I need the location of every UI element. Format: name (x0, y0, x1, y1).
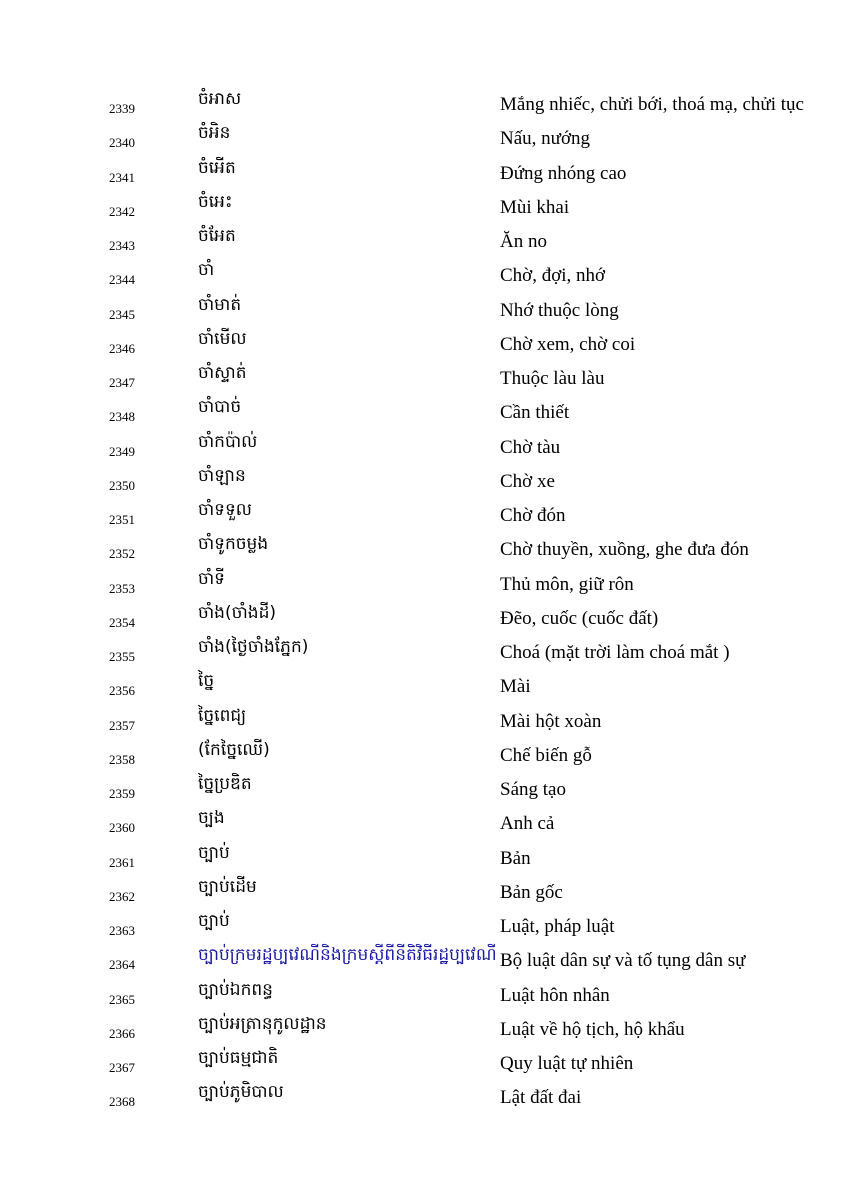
khmer-term: ច្បាប់ឯកពន្ធ (198, 979, 273, 1000)
entry-number: 2358 (109, 751, 135, 767)
vietnamese-translation: Lật đất đai (500, 1087, 582, 1109)
vietnamese-translation: Mài hột xoàn (500, 710, 602, 732)
entry-row (0, 1012, 848, 1046)
entry-row (0, 156, 848, 190)
khmer-term: ចាំមើល (198, 328, 247, 349)
khmer-term: ច្នៃប្រឌិត (198, 774, 252, 794)
entry-row (0, 87, 848, 121)
khmer-term: ចាំទទួល (198, 500, 252, 520)
entry-number: 2361 (109, 854, 135, 870)
entry-number: 2349 (109, 443, 135, 459)
entry-row (0, 395, 848, 429)
entry-row (0, 190, 848, 224)
entry-number: 2344 (109, 272, 135, 288)
vietnamese-translation: Chờ, đợi, nhớ (500, 265, 606, 287)
khmer-term: ចាំបាច់ (198, 397, 242, 418)
entry-number: 2364 (109, 957, 135, 973)
entry-number: 2357 (109, 717, 135, 733)
entry-number: 2366 (109, 1025, 135, 1041)
vietnamese-translation: Sáng tạo (500, 779, 566, 800)
entry-number: 2359 (109, 786, 135, 801)
khmer-term: ច្បាប់ដើម (198, 876, 257, 897)
entry-number: 2348 (109, 409, 135, 425)
entry-row (0, 1080, 848, 1114)
vietnamese-translation: Đứng nhóng cao (500, 162, 627, 184)
vietnamese-translation: Nấu, nướng (500, 128, 590, 150)
khmer-term: ច្នៃពេជ្យ (198, 705, 247, 726)
vietnamese-translation: Thuộc làu làu (500, 368, 605, 389)
entry-row (0, 1046, 848, 1080)
khmer-term: ចាំង(ចាំងដី) (198, 602, 277, 623)
entry-number: 2365 (109, 991, 135, 1007)
entry-number: 2351 (109, 512, 135, 527)
entry-row (0, 875, 848, 909)
vietnamese-translation: Bản gốc (500, 881, 563, 903)
vietnamese-translation: Anh cả (500, 813, 555, 835)
entry-number: 2346 (109, 340, 135, 356)
vietnamese-translation: Chờ xem, chờ coi (500, 333, 636, 355)
entry-row (0, 704, 848, 738)
entry-row (0, 635, 848, 669)
entry-row (0, 738, 848, 772)
entry-number: 2345 (109, 306, 135, 322)
entry-row (0, 772, 848, 806)
entry-row (0, 121, 848, 155)
khmer-term: ច្នៃ (198, 671, 215, 692)
entry-row (0, 293, 848, 327)
entry-row (0, 224, 848, 258)
vietnamese-translation: Mắng nhiếc, chửi bới, thoá mạ, chửi tục (500, 94, 804, 115)
vietnamese-translation: Bản (500, 847, 531, 869)
entry-row (0, 806, 848, 840)
entry-number: 2368 (109, 1094, 135, 1110)
vietnamese-translation: Nhớ thuộc lòng (500, 299, 619, 321)
entry-number: 2354 (109, 614, 135, 630)
entry-row (0, 909, 848, 943)
vietnamese-translation: Chờ đón (500, 505, 566, 526)
entry-row (0, 943, 848, 977)
entry-row (0, 258, 848, 292)
vietnamese-translation: Mài (500, 676, 531, 698)
khmer-term: ចាំកប៉ាល់ (198, 431, 258, 452)
vietnamese-translation: Cần thiết (500, 402, 570, 424)
entry-row (0, 498, 848, 532)
khmer-term: ច្បាប់ (198, 842, 230, 863)
entry-row (0, 978, 848, 1012)
entry-row (0, 361, 848, 395)
entry-row (0, 430, 848, 464)
entry-row (0, 841, 848, 875)
khmer-term: ចាំទី (198, 568, 225, 589)
vietnamese-translation: Chờ xe (500, 470, 555, 492)
vietnamese-translation: Quy luật tự nhiên (500, 1053, 634, 1074)
vietnamese-translation: Chờ tàu (500, 436, 561, 458)
entry-number: 2355 (109, 649, 135, 664)
entry-number: 2350 (109, 477, 135, 493)
vietnamese-translation: Luật, pháp luật (500, 916, 615, 937)
entry-number: 2362 (109, 888, 135, 904)
khmer-term: ចាំមាត់ (198, 294, 242, 315)
vietnamese-translation: Ăn no (500, 231, 547, 252)
entry-row (0, 532, 848, 566)
khmer-term: ចាំឡាន (198, 465, 246, 486)
entry-number: 2356 (109, 683, 135, 699)
entry-row (0, 464, 848, 498)
khmer-term: (កែច្នៃឈើ) (198, 739, 270, 760)
khmer-term: ច្បង (198, 808, 225, 829)
vietnamese-translation: Chế biến gỗ (500, 744, 592, 766)
vietnamese-translation: Chờ thuyền, xuồng, ghe đưa đón (500, 539, 749, 561)
entry-number: 2367 (109, 1060, 135, 1075)
vietnamese-translation: Bộ luật dân sự và tố tụng dân sự (500, 950, 746, 972)
vietnamese-translation: Luật về hộ tịch, hộ khẩu (500, 1018, 685, 1040)
entry-number: 2343 (109, 238, 135, 253)
entry-number: 2342 (109, 203, 135, 219)
entry-number: 2339 (109, 101, 135, 116)
entry-number: 2353 (109, 580, 135, 596)
entry-number: 2347 (109, 375, 135, 390)
khmer-term: ចាំស្ទាត់ (198, 363, 247, 383)
khmer-term: ច្បាប់ (198, 911, 230, 931)
khmer-term: ចំអេះ (198, 191, 233, 212)
khmer-term: ចាំង(ថ្ងៃចាំងភ្នែក) (198, 637, 309, 657)
vietnamese-translation: Choá (mặt trời làm choá mắt ) (500, 642, 730, 663)
entry-number: 2363 (109, 923, 135, 938)
khmer-term: ចាំ (198, 260, 215, 281)
khmer-term: ចាំទូកចម្លង (198, 534, 269, 555)
entry-number: 2360 (109, 820, 135, 836)
entry-number: 2352 (109, 546, 135, 562)
entry-row (0, 567, 848, 601)
entry-list (0, 87, 848, 1115)
khmer-term: ចំអែត (198, 226, 236, 246)
khmer-term: ចំអើត (198, 157, 236, 178)
vietnamese-translation: Luật hôn nhân (500, 984, 610, 1006)
entry-number: 2341 (109, 169, 135, 185)
khmer-term: ចំអាស (198, 89, 242, 109)
vietnamese-translation: Mùi khai (500, 196, 570, 218)
khmer-term: ច្បាប់អត្រានុកូលដ្ឋាន (198, 1013, 327, 1034)
khmer-term: ច្បាប់ក្រមរដ្ឋប្បវេណីនិងក្រមស្តីពីនីតិវិធីរដ្ឋប្បវេណី (198, 945, 497, 966)
khmer-term: ច្បាប់ភូមិបាល (198, 1082, 284, 1103)
khmer-term: ចំអិន (198, 123, 231, 144)
entry-row (0, 601, 848, 635)
vietnamese-translation: Đẽo, cuốc (cuốc đất) (500, 607, 659, 629)
vietnamese-translation: Thủ môn, giữ rôn (500, 573, 634, 595)
entry-row (0, 669, 848, 703)
entry-row (0, 327, 848, 361)
entry-number: 2340 (109, 135, 135, 151)
khmer-term: ច្បាប់ធម្មជាតិ (198, 1048, 279, 1068)
